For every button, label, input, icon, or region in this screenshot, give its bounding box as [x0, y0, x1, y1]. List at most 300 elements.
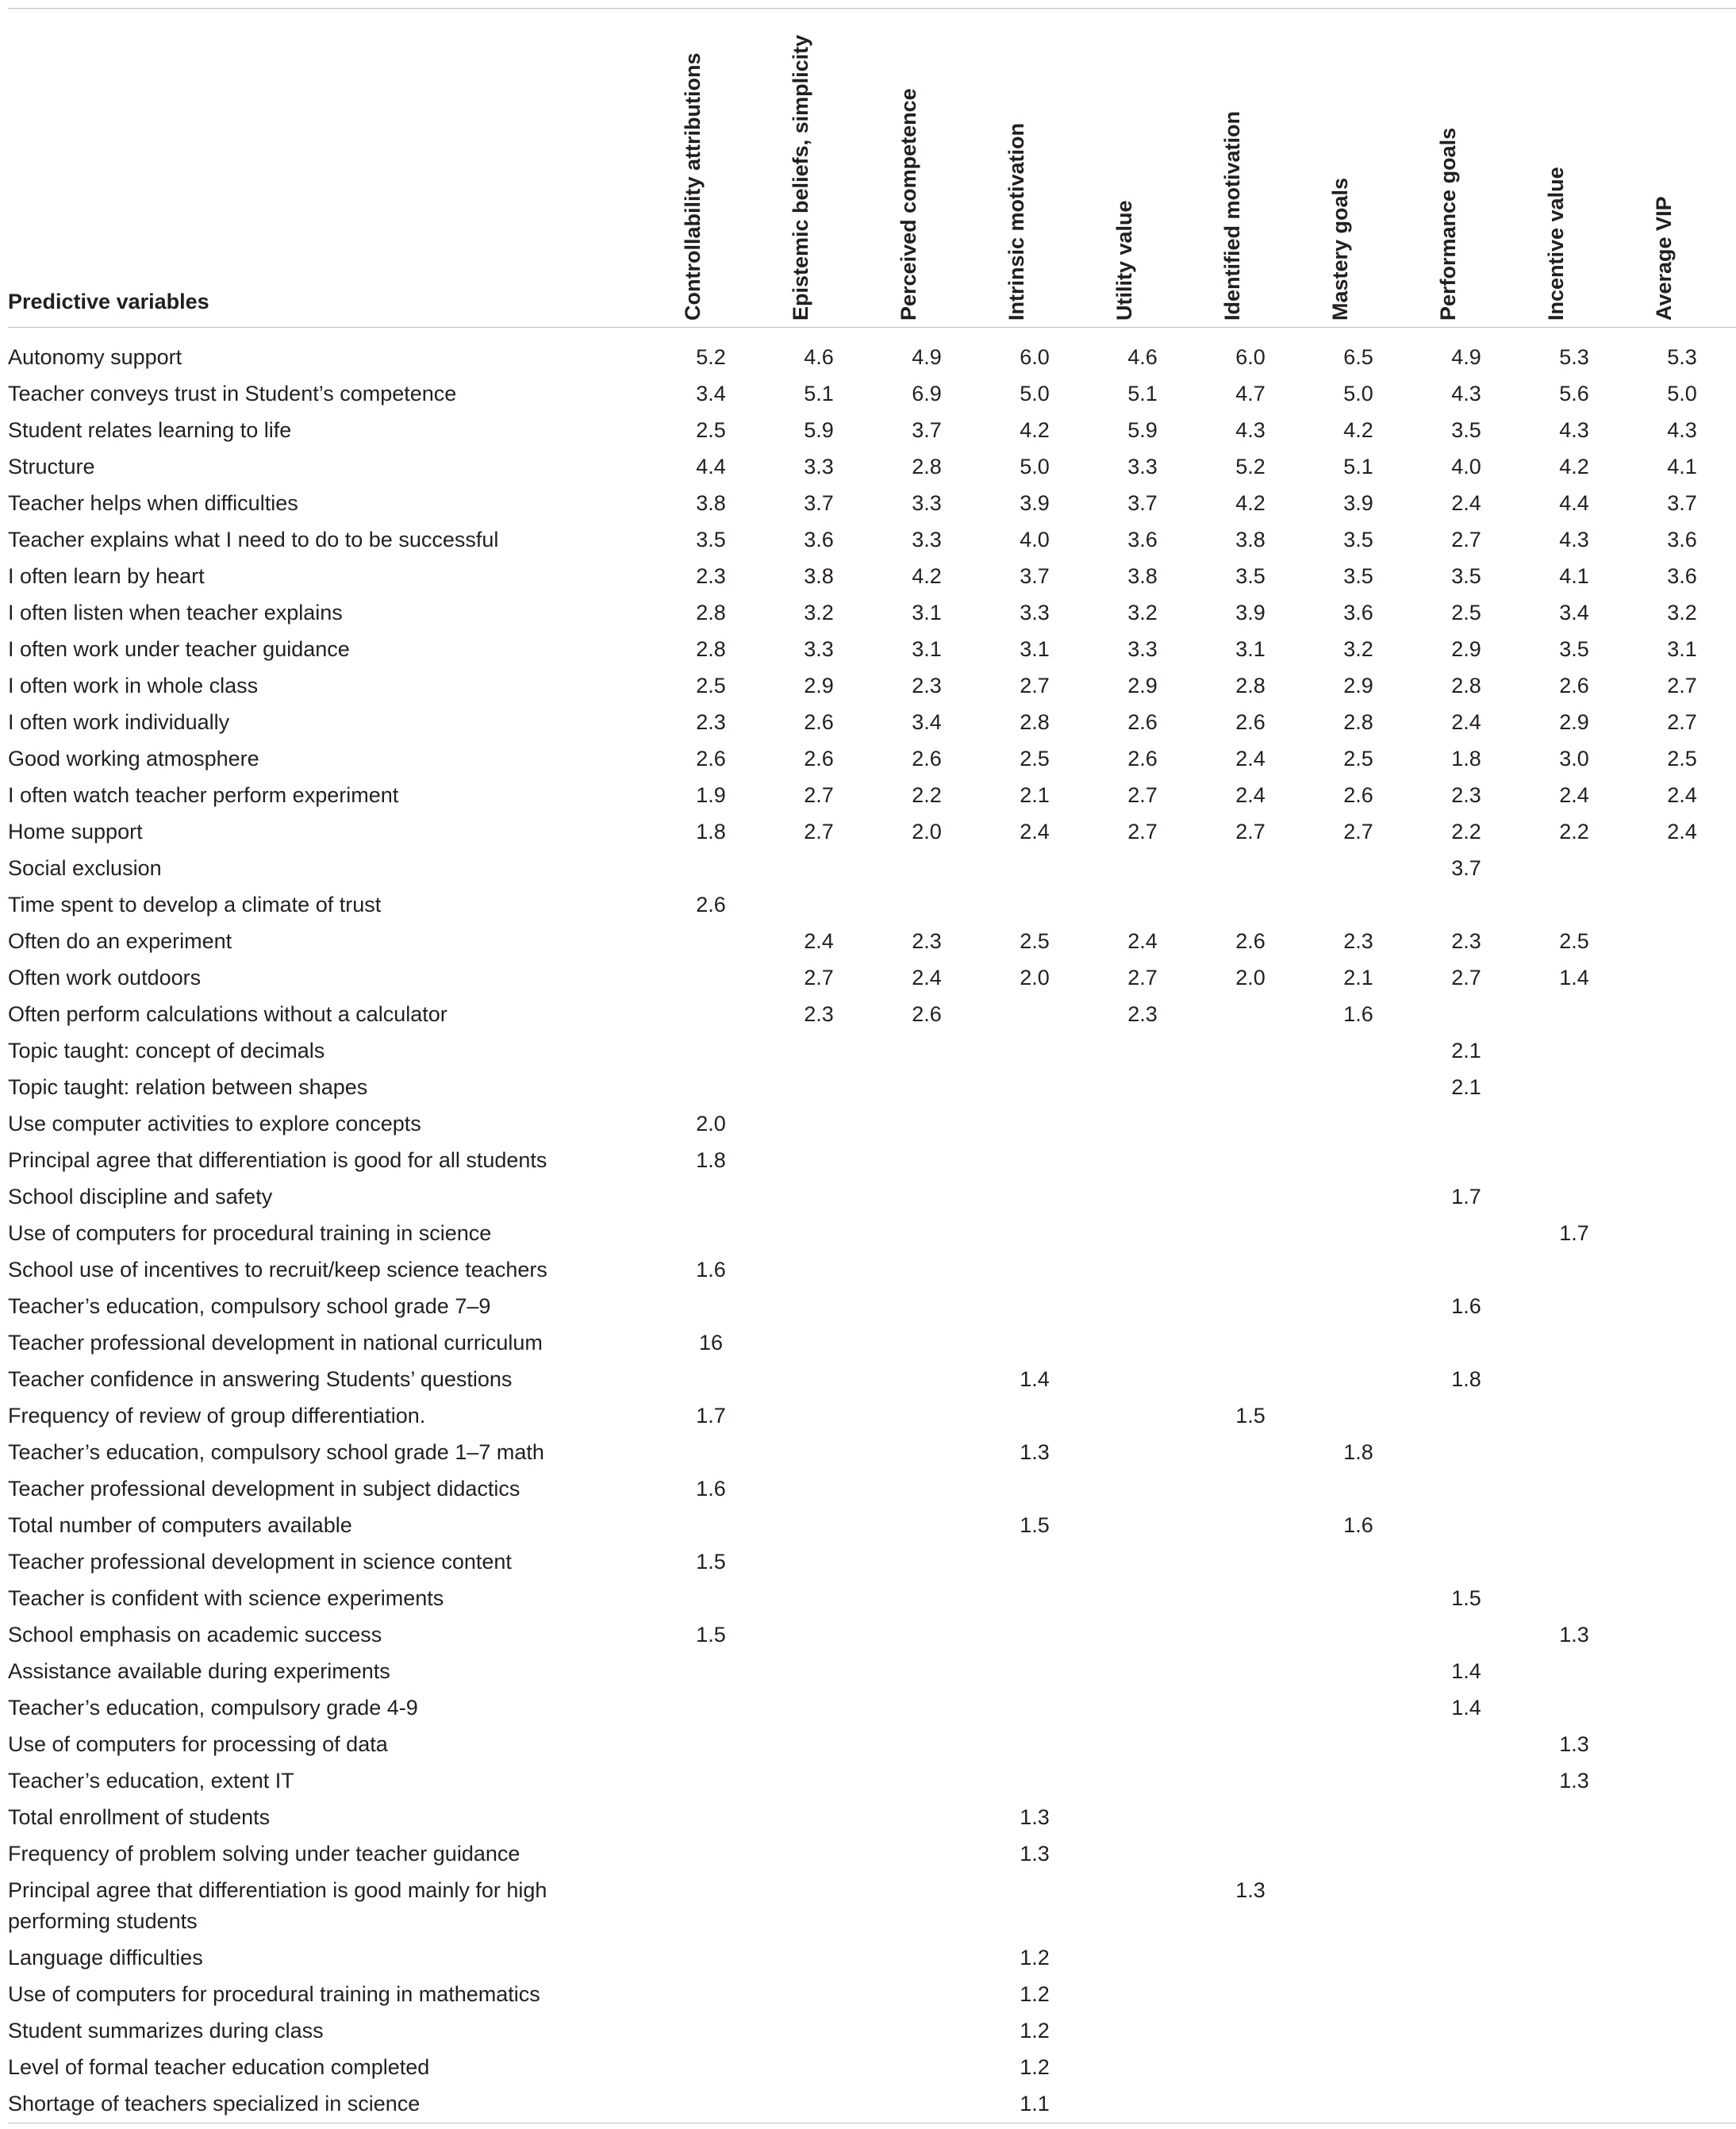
- value-cell: [1304, 851, 1412, 887]
- value-cell: 2.1: [1451, 1075, 1481, 1099]
- value-cell: [1304, 1179, 1412, 1216]
- value-cell: 5.3: [1667, 345, 1697, 369]
- value-cell: [1628, 924, 1736, 960]
- value-cell: [1089, 1690, 1196, 1727]
- value-cell: [873, 1289, 981, 1325]
- table-row: [8, 778, 1736, 814]
- value-cell: 2.7: [804, 783, 834, 807]
- value-cell: 3.2: [1343, 637, 1373, 661]
- value-cell: 3.9: [1343, 491, 1373, 515]
- value-cell: [1304, 1836, 1412, 1873]
- value-cell: [1196, 1544, 1304, 1581]
- table-row: [8, 741, 1736, 778]
- value-cell: [1412, 1836, 1520, 1873]
- value-cell: 2.9: [1559, 710, 1589, 734]
- row-label: Teacher’s education, compulsory school grade 7–9: [8, 1294, 491, 1318]
- value-cell: [1304, 1940, 1412, 1977]
- value-cell: [1089, 1977, 1196, 2013]
- value-cell: 2.8: [1235, 674, 1266, 697]
- value-cell: 1.2: [1020, 1982, 1050, 2006]
- value-cell: [765, 1873, 873, 1940]
- value-cell: 1.8: [696, 1148, 726, 1172]
- table-row: [8, 924, 1736, 960]
- value-cell: [1412, 1617, 1520, 1654]
- value-cell: 3.5: [1559, 637, 1589, 661]
- table-row: [8, 1252, 1736, 1289]
- value-cell: [1089, 887, 1196, 924]
- value-cell: 2.5: [1020, 929, 1050, 953]
- value-cell: [1196, 1654, 1304, 1690]
- value-cell: [1628, 1800, 1736, 1836]
- value-cell: 2.2: [912, 783, 942, 807]
- value-cell: 3.2: [1667, 601, 1697, 624]
- value-cell: [1196, 1690, 1304, 1727]
- value-cell: [1628, 2013, 1736, 2050]
- value-cell: [1196, 1763, 1304, 1800]
- row-label: Teacher professional development in science content: [8, 1550, 512, 1574]
- table-row: [8, 2086, 1736, 2123]
- column-header: [1412, 9, 1520, 328]
- value-cell: [1520, 1471, 1628, 1508]
- value-cell: [873, 1940, 981, 1977]
- value-cell: [873, 887, 981, 924]
- value-cell: 4.0: [1451, 455, 1481, 478]
- row-label: Topic taught: relation between shapes: [8, 1075, 368, 1099]
- value-cell: [1304, 1289, 1412, 1325]
- value-cell: [1196, 1289, 1304, 1325]
- value-cell: 3.3: [1020, 601, 1050, 624]
- value-cell: 4.4: [696, 455, 726, 478]
- value-cell: 2.7: [1343, 820, 1373, 844]
- value-cell: 2.9: [1127, 674, 1158, 697]
- value-cell: 2.4: [1667, 783, 1697, 807]
- value-cell: [1628, 1362, 1736, 1398]
- value-cell: 2.3: [1451, 929, 1481, 953]
- value-cell: [1628, 1033, 1736, 1070]
- table-body: [8, 328, 1736, 2123]
- value-cell: [765, 1977, 873, 2013]
- value-cell: 2.1: [1020, 783, 1050, 807]
- value-cell: [1304, 1143, 1412, 1179]
- value-cell: 2.3: [912, 674, 942, 697]
- value-cell: [765, 851, 873, 887]
- value-cell: [981, 1544, 1089, 1581]
- table-row: [8, 632, 1736, 668]
- value-cell: 2.5: [1451, 601, 1481, 624]
- table-row: [8, 1544, 1736, 1581]
- value-cell: [981, 1325, 1089, 1362]
- value-cell: [1412, 1471, 1520, 1508]
- value-cell: [1628, 1179, 1736, 1216]
- header-row: [8, 9, 1736, 328]
- row-label: Shortage of teachers specialized in science: [8, 2086, 657, 2123]
- row-label: Topic taught: concept of decimals: [8, 1039, 325, 1063]
- value-cell: 4.3: [1559, 528, 1589, 551]
- value-cell: 2.4: [1667, 820, 1697, 844]
- value-cell: [765, 1763, 873, 1800]
- value-cell: [1304, 1544, 1412, 1581]
- value-cell: [1304, 1033, 1412, 1070]
- value-cell: [1520, 2013, 1628, 2050]
- value-cell: 2.7: [1127, 783, 1158, 807]
- value-cell: 3.5: [1451, 564, 1481, 588]
- value-cell: 3.6: [804, 528, 834, 551]
- value-cell: [1520, 1398, 1628, 1435]
- value-cell: [1089, 1106, 1196, 1143]
- value-cell: [873, 1471, 981, 1508]
- row-label: Teacher conveys trust in Student’s competence: [8, 382, 457, 405]
- value-cell: [1304, 1763, 1412, 1800]
- value-cell: 2.7: [1235, 820, 1266, 844]
- row-label: Language difficulties: [8, 1946, 203, 1970]
- value-cell: 2.7: [1451, 528, 1481, 551]
- table-row: [8, 1508, 1736, 1544]
- value-cell: 2.0: [696, 1112, 726, 1136]
- value-cell: [1089, 1727, 1196, 1763]
- row-label: Often work outdoors: [8, 966, 202, 990]
- value-cell: [1304, 1727, 1412, 1763]
- value-cell: [873, 1435, 981, 1471]
- value-cell: [1520, 1690, 1628, 1727]
- value-cell: [873, 2086, 981, 2123]
- table-row: [8, 887, 1736, 924]
- value-cell: [1412, 1727, 1520, 1763]
- value-cell: 5.2: [696, 345, 726, 369]
- value-cell: [1196, 2013, 1304, 2050]
- value-cell: 5.3: [1559, 345, 1589, 369]
- table-row: [8, 1940, 1736, 1977]
- value-cell: [1196, 887, 1304, 924]
- value-cell: 4.3: [1451, 382, 1481, 405]
- row-label: Teacher explains what I need to do to be successful: [8, 528, 499, 551]
- value-cell: 3.3: [1127, 637, 1158, 661]
- value-cell: [657, 1070, 765, 1106]
- value-cell: 5.1: [1127, 382, 1158, 405]
- value-cell: [657, 851, 765, 887]
- column-header: [1628, 9, 1736, 328]
- value-cell: [657, 1763, 765, 1800]
- value-cell: [1089, 1508, 1196, 1544]
- value-cell: [1628, 1143, 1736, 1179]
- value-cell: [1089, 1763, 1196, 1800]
- value-cell: [657, 1508, 765, 1544]
- value-cell: [765, 1690, 873, 1727]
- value-cell: [657, 2086, 765, 2123]
- value-cell: [1304, 1398, 1412, 1435]
- value-cell: [1412, 887, 1520, 924]
- value-cell: 3.3: [1127, 455, 1158, 478]
- value-cell: [873, 1690, 981, 1727]
- value-cell: [1520, 1836, 1628, 1873]
- value-cell: 1.5: [1020, 1513, 1050, 1537]
- value-cell: 2.8: [696, 601, 726, 624]
- value-cell: [873, 1143, 981, 1179]
- value-cell: 2.6: [1559, 674, 1589, 697]
- value-cell: [1520, 1873, 1628, 1940]
- table-row: [8, 1325, 1736, 1362]
- value-cell: [1196, 1508, 1304, 1544]
- value-cell: 3.1: [1667, 637, 1697, 661]
- value-cell: [657, 1289, 765, 1325]
- value-cell: [1089, 1581, 1196, 1617]
- value-cell: 1.6: [696, 1477, 726, 1501]
- value-cell: [1089, 851, 1196, 887]
- value-cell: 2.6: [696, 893, 726, 917]
- value-cell: 1.3: [1235, 1878, 1266, 1902]
- value-cell: 2.4: [1559, 783, 1589, 807]
- value-cell: [873, 2050, 981, 2086]
- value-cell: 2.6: [1343, 783, 1373, 807]
- value-cell: [981, 1690, 1089, 1727]
- value-cell: 1.3: [1559, 1623, 1589, 1647]
- value-cell: [765, 1508, 873, 1544]
- row-label: I often learn by heart: [8, 564, 205, 588]
- value-cell: 3.1: [1020, 637, 1050, 661]
- value-cell: [1196, 997, 1304, 1033]
- column-header-label: Utility value: [1112, 200, 1136, 321]
- value-cell: [1412, 2013, 1520, 2050]
- value-cell: 2.7: [804, 966, 834, 990]
- value-cell: [657, 1690, 765, 1727]
- table-row: [8, 1143, 1736, 1179]
- value-cell: [1196, 1727, 1304, 1763]
- value-cell: 2.4: [1127, 929, 1158, 953]
- column-header: [981, 9, 1089, 328]
- value-cell: [1304, 1070, 1412, 1106]
- value-cell: [1089, 1836, 1196, 1873]
- row-label: Principal agree that differentiation is good for all students: [8, 1148, 547, 1172]
- value-cell: [1304, 2013, 1412, 2050]
- column-header-label: Average VIP: [1652, 196, 1676, 321]
- value-cell: [657, 1033, 765, 1070]
- value-cell: 5.0: [1020, 382, 1050, 405]
- value-cell: 4.0: [1020, 528, 1050, 551]
- value-cell: [1196, 1940, 1304, 1977]
- value-cell: 3.4: [912, 710, 942, 734]
- table-row: [8, 1873, 1736, 1940]
- value-cell: [657, 2013, 765, 2050]
- row-label: Level of formal teacher education completed: [8, 2055, 430, 2079]
- value-cell: [1304, 1873, 1412, 1940]
- row-label: School discipline and safety: [8, 1185, 273, 1209]
- value-cell: 3.7: [1667, 491, 1697, 515]
- value-cell: [1628, 1836, 1736, 1873]
- value-cell: 2.9: [1451, 637, 1481, 661]
- value-cell: 5.9: [804, 418, 834, 442]
- table-row: [8, 1289, 1736, 1325]
- value-cell: 2.0: [1020, 966, 1050, 990]
- table-row: [8, 1581, 1736, 1617]
- value-cell: 1.3: [1559, 1732, 1589, 1756]
- row-label: Teacher professional development in national curriculum: [8, 1331, 543, 1355]
- value-cell: 1.2: [1020, 1946, 1050, 1970]
- value-cell: [981, 1581, 1089, 1617]
- value-cell: [1196, 1435, 1304, 1471]
- value-cell: [873, 1763, 981, 1800]
- table-row: [8, 1617, 1736, 1654]
- value-cell: [981, 1070, 1089, 1106]
- value-cell: [657, 1800, 765, 1836]
- value-cell: [1196, 1362, 1304, 1398]
- value-cell: 2.2: [1451, 820, 1481, 844]
- value-cell: [1304, 1654, 1412, 1690]
- value-cell: 2.4: [1235, 783, 1266, 807]
- value-cell: [1089, 1216, 1196, 1252]
- value-cell: [981, 1654, 1089, 1690]
- value-cell: [1628, 1581, 1736, 1617]
- value-cell: [1628, 1977, 1736, 2013]
- value-cell: 5.0: [1667, 382, 1697, 405]
- value-cell: [1412, 1398, 1520, 1435]
- row-label: Teacher confidence in answering Students’ questions: [8, 1367, 513, 1391]
- value-cell: 1.3: [1020, 1440, 1050, 1464]
- value-cell: 2.0: [912, 820, 942, 844]
- value-cell: 3.5: [1343, 528, 1373, 551]
- value-cell: 3.6: [1343, 601, 1373, 624]
- value-cell: 2.7: [1127, 820, 1158, 844]
- value-cell: [657, 1977, 765, 2013]
- table-row: [8, 1033, 1736, 1070]
- value-cell: 3.2: [804, 601, 834, 624]
- value-cell: [1520, 1179, 1628, 1216]
- value-cell: [1628, 2086, 1736, 2123]
- row-label: Frequency of review of group differentiation.: [8, 1404, 426, 1428]
- value-cell: [1628, 1617, 1736, 1654]
- value-cell: 4.2: [1343, 418, 1373, 442]
- value-cell: [1628, 887, 1736, 924]
- value-cell: [1520, 1033, 1628, 1070]
- value-cell: 2.3: [912, 929, 942, 953]
- value-cell: [873, 1800, 981, 1836]
- value-cell: [657, 1179, 765, 1216]
- value-cell: 3.2: [1127, 601, 1158, 624]
- value-cell: [1304, 1252, 1412, 1289]
- value-cell: [1520, 997, 1628, 1033]
- row-label: Teacher’s education, compulsory grade 4-9: [8, 1696, 418, 1720]
- value-cell: [981, 1471, 1089, 1508]
- value-cell: [1520, 1435, 1628, 1471]
- value-cell: [765, 1398, 873, 1435]
- value-cell: 4.9: [912, 345, 942, 369]
- value-cell: [1089, 2050, 1196, 2086]
- value-cell: [765, 1033, 873, 1070]
- value-cell: [1520, 2050, 1628, 2086]
- value-cell: [765, 1362, 873, 1398]
- value-cell: [873, 1398, 981, 1435]
- row-label: Use of computers for procedural training in mathematics: [8, 1982, 540, 2006]
- value-cell: 2.4: [1451, 491, 1481, 515]
- value-cell: 2.8: [1343, 710, 1373, 734]
- value-cell: [873, 1544, 981, 1581]
- value-cell: [1628, 1435, 1736, 1471]
- value-cell: [873, 1362, 981, 1398]
- value-cell: [1520, 1581, 1628, 1617]
- value-cell: [657, 2050, 765, 2086]
- value-cell: [1089, 2013, 1196, 2050]
- value-cell: 3.7: [804, 491, 834, 515]
- column-header-label: Controllability attributions: [681, 52, 705, 321]
- value-cell: 2.3: [1343, 929, 1373, 953]
- value-cell: 1.5: [1235, 1404, 1266, 1428]
- value-cell: 2.6: [912, 747, 942, 771]
- table-row: [8, 449, 1736, 486]
- value-cell: [981, 1727, 1089, 1763]
- value-cell: [765, 1581, 873, 1617]
- row-label: School emphasis on academic success: [8, 1623, 382, 1647]
- value-cell: 1.8: [1343, 1440, 1373, 1464]
- value-cell: [1412, 1940, 1520, 1977]
- value-cell: 3.5: [1235, 564, 1266, 588]
- table-row: [8, 814, 1736, 851]
- value-cell: [1628, 2050, 1736, 2086]
- value-cell: 2.5: [1667, 747, 1697, 771]
- value-cell: 3.9: [1020, 491, 1050, 515]
- column-header-label: Perceived competence: [897, 88, 920, 321]
- value-cell: 3.6: [1667, 564, 1697, 588]
- column-header: [1304, 9, 1412, 328]
- value-cell: [981, 1873, 1089, 1940]
- value-cell: [873, 851, 981, 887]
- value-cell: [1089, 1398, 1196, 1435]
- value-cell: 2.1: [1451, 1039, 1481, 1063]
- value-cell: 4.2: [1559, 455, 1589, 478]
- value-cell: [1520, 1070, 1628, 1106]
- value-cell: 2.7: [1127, 966, 1158, 990]
- row-label: Good working atmosphere: [8, 747, 259, 771]
- value-cell: [765, 1800, 873, 1836]
- value-cell: 4.2: [1020, 418, 1050, 442]
- value-cell: [1089, 1143, 1196, 1179]
- value-cell: [873, 1216, 981, 1252]
- value-cell: [765, 1654, 873, 1690]
- value-cell: [1412, 1763, 1520, 1800]
- value-cell: [1304, 1977, 1412, 2013]
- row-label: Home support: [8, 820, 143, 844]
- value-cell: 3.3: [912, 528, 942, 551]
- table-row: [8, 2013, 1736, 2050]
- value-cell: [873, 2013, 981, 2050]
- column-header: [1520, 9, 1628, 328]
- value-cell: [1628, 1070, 1736, 1106]
- table-row: [8, 1179, 1736, 1216]
- value-cell: [873, 1106, 981, 1143]
- value-cell: 5.6: [1559, 382, 1589, 405]
- value-cell: [1520, 1544, 1628, 1581]
- value-cell: 5.0: [1020, 455, 1050, 478]
- table-row: [8, 486, 1736, 522]
- value-cell: 3.8: [696, 491, 726, 515]
- value-cell: [765, 1836, 873, 1873]
- value-cell: 1.8: [1451, 747, 1481, 771]
- value-cell: [1412, 2086, 1520, 2123]
- value-cell: [1304, 1216, 1412, 1252]
- value-cell: [657, 1435, 765, 1471]
- value-cell: [1089, 1800, 1196, 1836]
- value-cell: 1.3: [1020, 1805, 1050, 1829]
- table-row: [8, 960, 1736, 997]
- value-cell: [981, 851, 1089, 887]
- row-label: Teacher is confident with science experiments: [8, 1586, 444, 1610]
- value-cell: 3.4: [696, 382, 726, 405]
- value-cell: [981, 1763, 1089, 1800]
- row-label: Use computer activities to explore concepts: [8, 1112, 421, 1136]
- value-cell: 1.7: [1559, 1221, 1589, 1245]
- value-cell: 5.2: [1235, 455, 1266, 478]
- value-cell: [981, 1106, 1089, 1143]
- value-cell: [1628, 1727, 1736, 1763]
- value-cell: [1196, 1836, 1304, 1873]
- column-header-label: Intrinsic motivation: [1004, 122, 1028, 321]
